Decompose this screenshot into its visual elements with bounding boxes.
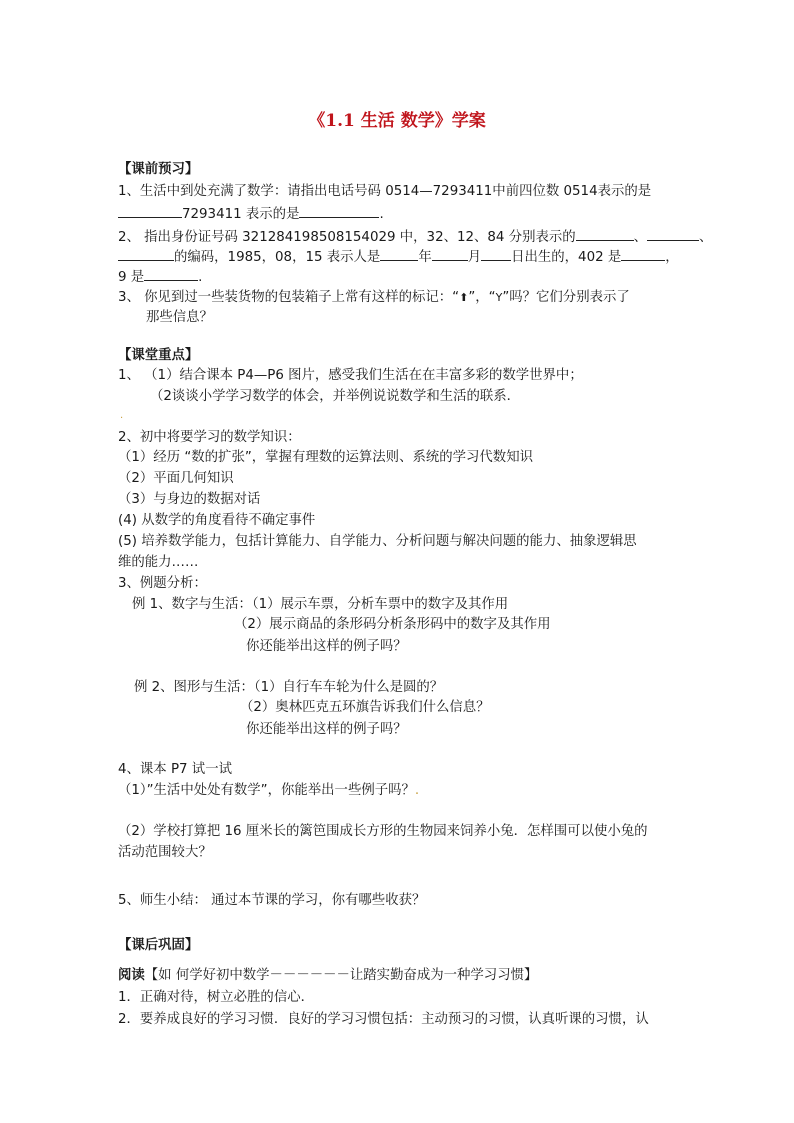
answer-blank[interactable] (118, 246, 174, 261)
q2-line3: 9 是 . (118, 266, 202, 288)
stray-dot: . (120, 410, 124, 421)
focus-p2-3: （3）与身边的数据对话 (118, 492, 261, 507)
answer-blank[interactable] (481, 246, 511, 261)
example2-line2: （2）奥林匹克五环旗告诉我们什么信息？ (240, 700, 490, 715)
q1-line2: 7293411 表示的是 . (118, 203, 384, 225)
answer-blank[interactable] (576, 226, 634, 241)
example2-line1: 例 2、图形与生活：（1）自行车车轮为什么是圆的？ (134, 680, 444, 695)
focus-p2-1: （1）经历 “数的扩张”，掌握有理数的运算法则、系统的学习代数知识 (118, 450, 533, 465)
answer-blank[interactable] (118, 203, 182, 218)
focus-p3: 3、例题分析： (118, 576, 207, 591)
reading-title: 阅读【如 何学好初中数学－－－－－－让踏实勤奋成为一种学习习惯】 (118, 968, 538, 983)
stray-dot: . (414, 783, 420, 798)
page-title: 《1.1 生活 数学》学案 (308, 111, 486, 131)
q2-line1: 2、 指出身份证号码 321284198508154029 中，32、12、84 分别表示的 、 、 (118, 226, 712, 248)
wine-glass-icon: Y (495, 291, 503, 304)
answer-blank[interactable] (432, 246, 468, 261)
review-r1: 1．正确对待，树立必胜的信心． (118, 990, 314, 1005)
focus-p2-4: (4) 从数学的角度看待不确定事件 (118, 513, 316, 528)
focus-p2-5a: (5) 培养数学能力，包括计算能力、自学能力、分析问题与解决问题的能力、抽象逻辑思 (118, 534, 637, 549)
answer-blank[interactable] (621, 246, 665, 261)
answer-blank[interactable] (647, 226, 699, 241)
example1-line2: （2）展示商品的条形码分析条形码中的数字及其作用 (234, 617, 551, 632)
answer-blank[interactable] (380, 246, 418, 261)
review-r2: 2．要养成良好的学习习惯．良好的学习习惯包括：主动预习的习惯，认真听课的习惯，认 (118, 1012, 649, 1027)
focus-p2-2: （2）平面几何知识 (118, 471, 234, 486)
arrow-up-icon: ⬆ (459, 291, 469, 304)
focus-p1a: 1、 （1）结合课本 P4—P6 图片，感受我们生活在在丰富多彩的数学世界中； (118, 368, 583, 383)
q1-line1: 1、生活中到处充满了数学：请指出电话号码 0514—7293411中前四位数 0514表示的是 (118, 184, 652, 199)
focus-p5: 5、师生小结： 通过本节课的学习，你有哪些收获？ (118, 893, 426, 908)
focus-p2-5b: 维的能力…… (118, 555, 199, 570)
example1-line3: 你还能举出这样的例子吗？ (246, 639, 407, 654)
q3-line1: 3、 你见到过一些装货物的包装箱子上常有这样的标记：“⬆”，“Y”吗？它们分别表示了 (118, 290, 630, 305)
focus-p1b: （2谈谈小学学习数学的体会，并举例说说数学和生活的联系． (150, 389, 521, 404)
example2-line3: 你还能举出这样的例子吗？ (246, 722, 407, 737)
answer-blank[interactable] (144, 266, 198, 281)
focus-p4-2a: （2）学校打算把 16 厘米长的篱笆围成长方形的生物园来饲养小兔．怎样围可以使小兔的 (118, 824, 648, 839)
section-heading-review: 【课后巩固】 (118, 938, 199, 953)
section-heading-preview: 【课前预习】 (118, 162, 199, 177)
answer-blank[interactable] (299, 203, 379, 218)
focus-p4-1: （1）”生活中处处有数学”，你能举出一些例子吗？. (118, 783, 420, 798)
example1-line1: 例 1、数字与生活：（1）展示车票，分析车票中的数字及其作用 (132, 597, 509, 612)
focus-p2: 2、初中将要学习的数学知识： (118, 430, 301, 445)
q2-line2: 的编码，1985，08，15 表示人是 年 月 日出生的，402 是 ， (118, 246, 679, 268)
q3-line2: 那些信息？ (146, 310, 213, 325)
focus-p4-2b: 活动范围较大？ (118, 845, 212, 860)
focus-p4: 4、课本 P7 试一试 (118, 762, 232, 777)
section-heading-focus: 【课堂重点】 (118, 348, 199, 363)
